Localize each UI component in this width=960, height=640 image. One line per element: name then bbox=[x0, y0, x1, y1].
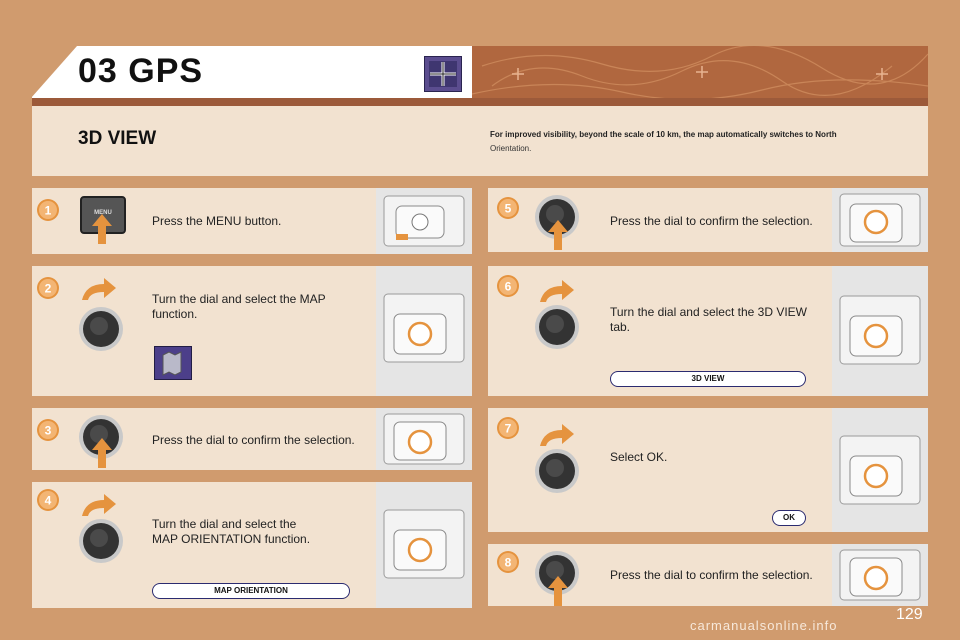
control-panel-illustration bbox=[836, 190, 924, 250]
page-title: 03 GPS bbox=[78, 52, 204, 90]
step-3-number: 3 bbox=[44, 423, 52, 438]
step-4-number: 4 bbox=[44, 493, 52, 508]
map-header-band bbox=[472, 46, 928, 98]
map-orientation-pill: MAP ORIENTATION bbox=[152, 583, 350, 599]
step-2-text-line: function. bbox=[152, 307, 198, 321]
gps-map-icon bbox=[424, 56, 462, 92]
step-8-number: 8 bbox=[504, 555, 512, 570]
step-5-number: 5 bbox=[504, 201, 512, 216]
step-1-number: 1 bbox=[44, 203, 52, 218]
info-box bbox=[472, 106, 928, 176]
map-function-icon bbox=[154, 346, 192, 380]
step-3-text-line: Press the dial to confirm the selection. bbox=[152, 433, 355, 447]
step-7-text bbox=[610, 450, 826, 465]
turn-arrow-icon bbox=[80, 278, 116, 300]
3d-view-pill: 3D VIEW bbox=[610, 371, 806, 387]
step-7-number: 7 bbox=[504, 421, 512, 436]
watermark: carmanualsonline.info bbox=[690, 618, 838, 633]
header-divider bbox=[32, 98, 928, 106]
step-6-badge bbox=[496, 274, 520, 303]
step-4-text bbox=[152, 517, 372, 547]
step-1-text-line: Press the MENU button. bbox=[152, 214, 282, 228]
control-panel-illustration bbox=[380, 290, 468, 370]
dial-icon bbox=[78, 306, 124, 352]
menu-button-label: MENU bbox=[94, 210, 112, 216]
step-7-text-line: Select OK. bbox=[610, 450, 668, 464]
press-arrow-icon bbox=[548, 576, 568, 606]
control-panel-illustration bbox=[836, 292, 924, 372]
step-5-badge bbox=[496, 196, 520, 225]
step-8-text bbox=[610, 568, 830, 583]
control-panel-illustration bbox=[380, 192, 468, 250]
turn-arrow-icon bbox=[538, 280, 574, 302]
step-2-badge bbox=[36, 276, 60, 305]
step-4-badge bbox=[36, 488, 60, 517]
step-2-text bbox=[152, 292, 372, 322]
step-4-text-line: MAP ORIENTATION function. bbox=[152, 532, 311, 546]
step-6-text-line: Turn the dial and select the 3D VIEW bbox=[610, 305, 807, 319]
control-panel-illustration bbox=[836, 546, 924, 604]
step-2-text-line: Turn the dial and select the MAP bbox=[152, 292, 326, 306]
dial-icon bbox=[78, 518, 124, 564]
step-1-text bbox=[152, 214, 372, 229]
step-6-text-line: tab. bbox=[610, 320, 631, 334]
dial-icon bbox=[534, 304, 580, 350]
turn-arrow-icon bbox=[538, 424, 574, 446]
press-arrow-icon bbox=[92, 214, 112, 244]
control-panel-illustration bbox=[380, 410, 468, 468]
step-3-text bbox=[152, 433, 372, 448]
info-text-line1: For improved visibility, beyond the scale of 10 km, the map automatically switches to North bbox=[490, 130, 837, 139]
step-8-text-line: Press the dial to confirm the selection. bbox=[610, 568, 813, 582]
control-panel-illustration bbox=[836, 432, 924, 512]
ok-pill: OK bbox=[772, 510, 806, 526]
step-6-number: 6 bbox=[504, 279, 512, 294]
step-2-number: 2 bbox=[44, 281, 52, 296]
step-1-badge bbox=[36, 198, 60, 227]
section-title: 3D VIEW bbox=[78, 128, 157, 149]
step-7-badge bbox=[496, 416, 520, 445]
step-8-badge bbox=[496, 550, 520, 579]
step-6-text bbox=[610, 305, 826, 335]
turn-arrow-icon bbox=[80, 494, 116, 516]
dial-icon bbox=[534, 448, 580, 494]
control-panel-illustration bbox=[380, 506, 468, 586]
page-number: 129 bbox=[896, 606, 923, 623]
info-text-line2: Orientation. bbox=[490, 144, 532, 153]
press-arrow-icon bbox=[92, 438, 112, 468]
step-4-text-line: Turn the dial and select the bbox=[152, 517, 297, 531]
step-5-text-line: Press the dial to confirm the selection. bbox=[610, 214, 813, 228]
step-5-text bbox=[610, 214, 830, 229]
press-arrow-icon bbox=[548, 220, 568, 250]
topographic-map-graphic bbox=[472, 46, 928, 98]
step-3-badge bbox=[36, 418, 60, 447]
